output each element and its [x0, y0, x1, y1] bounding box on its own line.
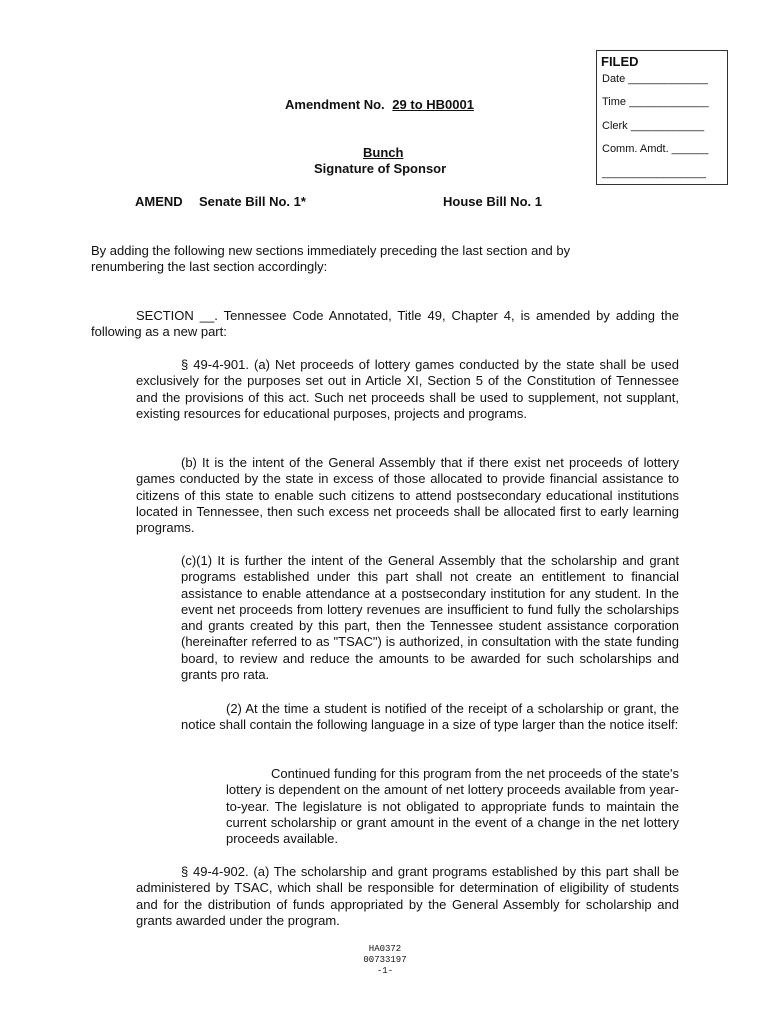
house-bill: House Bill No. 1 — [443, 194, 542, 209]
sponsor-name: Bunch — [363, 145, 404, 160]
amend-label: AMEND — [135, 194, 183, 209]
footer-code-1: HA0372 — [368, 944, 402, 954]
section-901a: § 49-4-901. (a) Net proceeds of lottery games conducted by the state shall be used exclusively for the purposes set out in Article XI, Section 5 of the Constitution of Tennessee and the provisions of this act. Such net proceeds shall be used to supplement, not supplant, existing resources for educational purposes, projects and programs. — [136, 357, 679, 421]
sponsor-caption: Signature of Sponsor — [314, 161, 447, 176]
page-number: -1- — [376, 966, 394, 976]
amendment-prefix: Amendment No. — [285, 97, 385, 112]
senate-bill: Senate Bill No. 1* — [199, 194, 306, 209]
filed-date: Date _____________ — [602, 73, 708, 85]
section-901b: (b) It is the intent of the General Assembly that if there exist net proceeds of lottery games conducted by the state in excess of those allocated to provide financial assistance to citizens of this state to enable such citizens to attend postsecondary educational institutions located in Tennessee, then such excess net proceeds shall be allocated first to early learning programs. — [136, 455, 679, 536]
intro-paragraph: By adding the following new sections immediately preceding the last section and by renumbering the last section accordingly: — [91, 243, 571, 275]
filed-stamp-box — [596, 50, 728, 185]
section-901c1: (c)(1) It is further the intent of the General Assembly that the scholarship and grant programs established under this part shall not create an entitlement to financial assistance to enable attendance at a postsecondary institution for any student. In the event net proceeds from lottery revenues are insufficient to fund fully the scholarships and grants created by this part, then the Tennessee student assistance corporation (hereinafter referred to as "TSAC") is authorized, in consultation with the state funding board, to review and reduce the amounts to be awarded for such scholarships and grants pro rata. — [181, 553, 679, 683]
section-901c2: (2) At the time a student is notified of the receipt of a scholarship or grant, the notice shall contain the following language in a size of type larger than the notice itself: — [181, 701, 679, 733]
filed-blank-line: _________________ — [602, 167, 707, 179]
notice-quote: Continued funding for this program from the net proceeds of the state's lottery is dependent on the amount of net lottery proceeds available from year-to-year. The legislature is not obligated to appropriate funds to maintain the current scholarship or grant amount in the event of a change in the net lottery proceeds available. — [226, 766, 679, 847]
filed-clerk: Clerk ____________ — [602, 120, 705, 132]
filed-title: FILED — [601, 54, 639, 69]
amendment-number: 29 to HB0001 — [392, 97, 474, 112]
section-paragraph: SECTION __. Tennessee Code Annotated, Title 49, Chapter 4, is amended by adding the following as a new part: — [91, 308, 679, 340]
section-902a: § 49-4-902. (a) The scholarship and grant programs established by this part shall be administered by TSAC, which shall be responsible for determination of eligibility of students and for the distribution of funds appropriated by the General Assembly for scholarship and grants awarded under the program. — [136, 864, 679, 928]
filed-time: Time _____________ — [602, 96, 709, 108]
amendment-title — [285, 97, 474, 112]
footer-code-2: 00733197 — [363, 955, 407, 965]
footer-codes — [300, 944, 470, 977]
filed-comm-amdt: Comm. Amdt. ______ — [602, 143, 709, 155]
